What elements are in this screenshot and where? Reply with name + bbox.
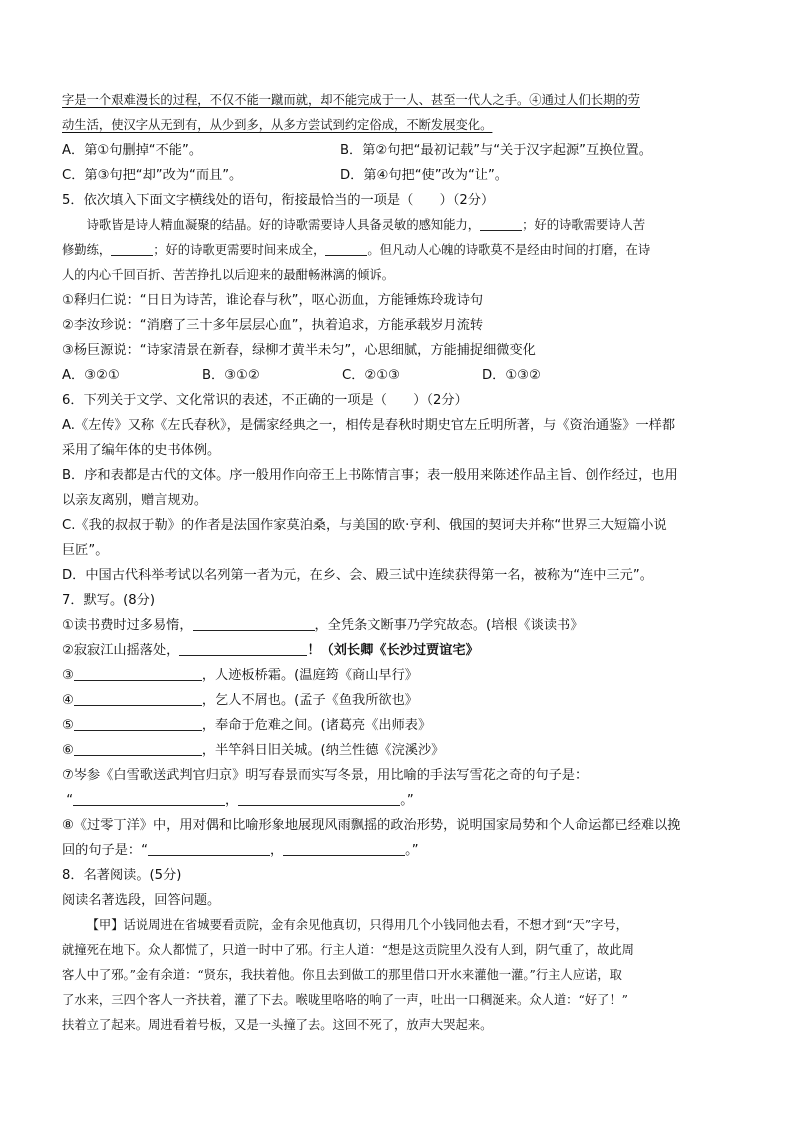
q8-intro: 阅读名著选段，回答问题。 (62, 893, 221, 908)
q6-option-b-cont: 以亲友离别，赠言规劝。 (62, 493, 208, 508)
q4-option-b: B．第②句把“最初记载”与“关于汉字起源”互换位置。 (340, 143, 652, 158)
answer-blank[interactable] (74, 666, 202, 681)
q8-passage-line: 【甲】话说周进在省城要看贡院，金有余见他真切，只得用几个小钱同他去看，不想才到“天”字号， (86, 918, 628, 932)
q7-item-8-answer (62, 838, 738, 863)
text: 。但凡动人心魄的诗歌莫不是经由时间的打磨，在诗 (367, 243, 651, 257)
q8-passage-line: 扶着立了起来。周进看着号板，又是一头撞了去。这回不死了，放声大哭起来。 (62, 1018, 493, 1032)
q6-option-c: C.《我的叔叔于勒》的作者是法国作家莫泊桑，与美国的欧·亨利、俄国的契诃夫并称“世界三大短篇小说 (62, 518, 667, 533)
q5-choice-3: ③杨巨源说：“诗家清景在新春，绿柳才黄半未匀”，心思细腻，方能捕捉细微变化 (62, 343, 536, 358)
page-content (62, 88, 738, 1038)
text: ， (269, 843, 284, 858)
text: ③ (62, 668, 74, 683)
q6-option-b: B．序和表都是古代的文体。序一般用作向帝王上书陈情言事；表一般用来陈述作品主旨、创作经过，也用 (62, 468, 678, 483)
q7-item-1 (62, 613, 738, 638)
q7-item-6 (62, 738, 738, 763)
q7-item-2 (62, 638, 738, 663)
text: 。” (400, 793, 414, 808)
q6-option-c-cont: 巨匠”。 (62, 543, 109, 558)
answer-blank[interactable] (193, 616, 315, 631)
q5-choice-1: ①释归仁说：“日日为诗苦，谁论春与秋”，呕心沥血，方能锤炼玲珑诗句 (62, 293, 484, 308)
text: ，乞人不屑也。(孟子《鱼我所欲也》 (201, 693, 418, 708)
text: ！（刘长卿《长沙过贾谊宅》 (307, 643, 479, 658)
text: ；好的诗歌更需要时间来成全， (153, 243, 326, 257)
answer-blank[interactable] (325, 241, 367, 256)
q8-passage-line: 了水来，三四个客人一齐扶着，灌了下去。喉咙里咯咯的响了一声，吐出一口稠涎来。众人道：“好了！” (62, 993, 628, 1007)
text: ， (225, 793, 239, 808)
q4-option-a: A．第①句删掉“不能”。 (62, 143, 203, 158)
q5-passage-line (62, 213, 738, 238)
q4-option-d: D．第④句把“使”改为“让”。 (340, 168, 508, 183)
q5-option-b: B．③①② (202, 368, 260, 383)
q4-options-row (62, 138, 738, 163)
q5-option-a: A．③②① (62, 368, 120, 383)
q5-option-d: D．①③② (482, 368, 541, 383)
text: ；好的诗歌需要诗人苦 (522, 218, 646, 232)
text: ，半竿斜日旧关城。(纳兰性德《浣溪沙》 (201, 743, 445, 758)
q6-option-a-cont: 采用了编年体的史书体例。 (62, 443, 221, 458)
q7-item-3 (62, 663, 738, 688)
text: ①读书费时过多易惰， (62, 618, 193, 633)
text: ⑥ (62, 743, 74, 758)
text: ⑤ (62, 718, 74, 733)
q5-passage-line (62, 238, 738, 263)
answer-blank[interactable] (480, 216, 522, 231)
text: 修勤练， (62, 243, 112, 257)
q8-stem: 8．名著阅读。(5分) (62, 868, 182, 883)
q6-stem: 6．下列关于文学、文化常识的表述，不正确的一项是（ ）（2分） (62, 393, 468, 408)
q5-choice-2: ②李汝珍说：“消磨了三十多年层层心血”，执着追求，方能承载岁月流转 (62, 318, 484, 333)
answer-blank[interactable] (111, 241, 153, 256)
q6-option-d: D．中国古代科举考试以名列第一者为元，在乡、会、殿三试中连续获得第一名，被称为“连中三元”。 (62, 568, 653, 583)
q6-option-a: A.《左传》又称《左氏春秋》，是儒家经典之一，相传是春秋时期史官左丘明所著，与《资治通鉴》一样都 (62, 418, 676, 433)
answer-blank[interactable] (179, 641, 307, 656)
text: ，全凭条文断事乃学究故态。(培根《谈读书》 (314, 618, 584, 633)
answer-blank[interactable] (283, 841, 405, 856)
q7-item-8: ⑧《过零丁洋》中，用对偶和比喻形象地展现风雨飘摇的政治形势，说明国家局势和个人命运都已经难以挽 (62, 818, 681, 833)
q7-item-4 (62, 688, 738, 713)
q8-passage-line: 客人中了邪。”金有余道：“贤东，我扶着他。你且去到做工的那里借口开水来灌他一灌。”行主人应诺，取 (62, 968, 622, 982)
q5-options-row (62, 363, 738, 388)
passage-line: 动生活，使汉字从无到有，从少到多，从多方尝试到约定俗成，不断发展变化。 (62, 118, 493, 132)
answer-blank[interactable] (148, 841, 270, 856)
q8-passage-line: 就撞死在地下。众人都慌了，只道一时中了邪。行主人道：“想是这贡院里久没有人到，阴气重了，故此周 (62, 943, 634, 957)
answer-blank[interactable] (238, 791, 400, 806)
answer-blank[interactable] (74, 741, 202, 756)
answer-blank[interactable] (74, 716, 202, 731)
q7-item-7: ⑦岑参《白雪歌送武判官归京》明写春景而实写冬景，用比喻的手法写雪花之奇的句子是： (62, 768, 589, 783)
text: ，人迹板桥霜。(温庭筠《商山早行》 (201, 668, 418, 683)
text: “ (66, 793, 74, 808)
text: ④ (62, 693, 74, 708)
answer-blank[interactable] (74, 691, 202, 706)
text: ，奉命于危难之间。(诸葛亮《出师表》 (201, 718, 432, 733)
text: 回的句子是：“ (62, 843, 148, 858)
text: ②寂寂江山摇落处， (62, 643, 180, 658)
q5-stem: 5．依次填入下面文字横线处的语句，衔接最恰当的一项是（ ）（2分） (62, 193, 495, 208)
q4-option-c: C．第③句把“却”改为“而且”。 (62, 168, 243, 183)
text: 。” (405, 843, 419, 858)
q7-item-5 (62, 713, 738, 738)
q7-item-7-answer (62, 788, 738, 813)
q4-options-row (62, 163, 738, 188)
passage-line: 字是一个艰难漫长的过程，不仅不能一蹴而就，却不能完成于一人、甚至一代人之手。④通过人们长期的劳 (62, 93, 640, 107)
q5-passage-line: 人的内心千回百折、苦苦挣扎以后迎来的最酣畅淋漓的倾诉。 (62, 268, 395, 282)
q5-option-c: C．②①③ (342, 368, 400, 383)
q7-stem: 7．默写。(8分) (62, 593, 156, 608)
text: 诗歌皆是诗人精血凝聚的结晶。好的诗歌需要诗人具备灵敏的感知能力， (86, 218, 481, 232)
answer-blank[interactable] (73, 791, 225, 806)
